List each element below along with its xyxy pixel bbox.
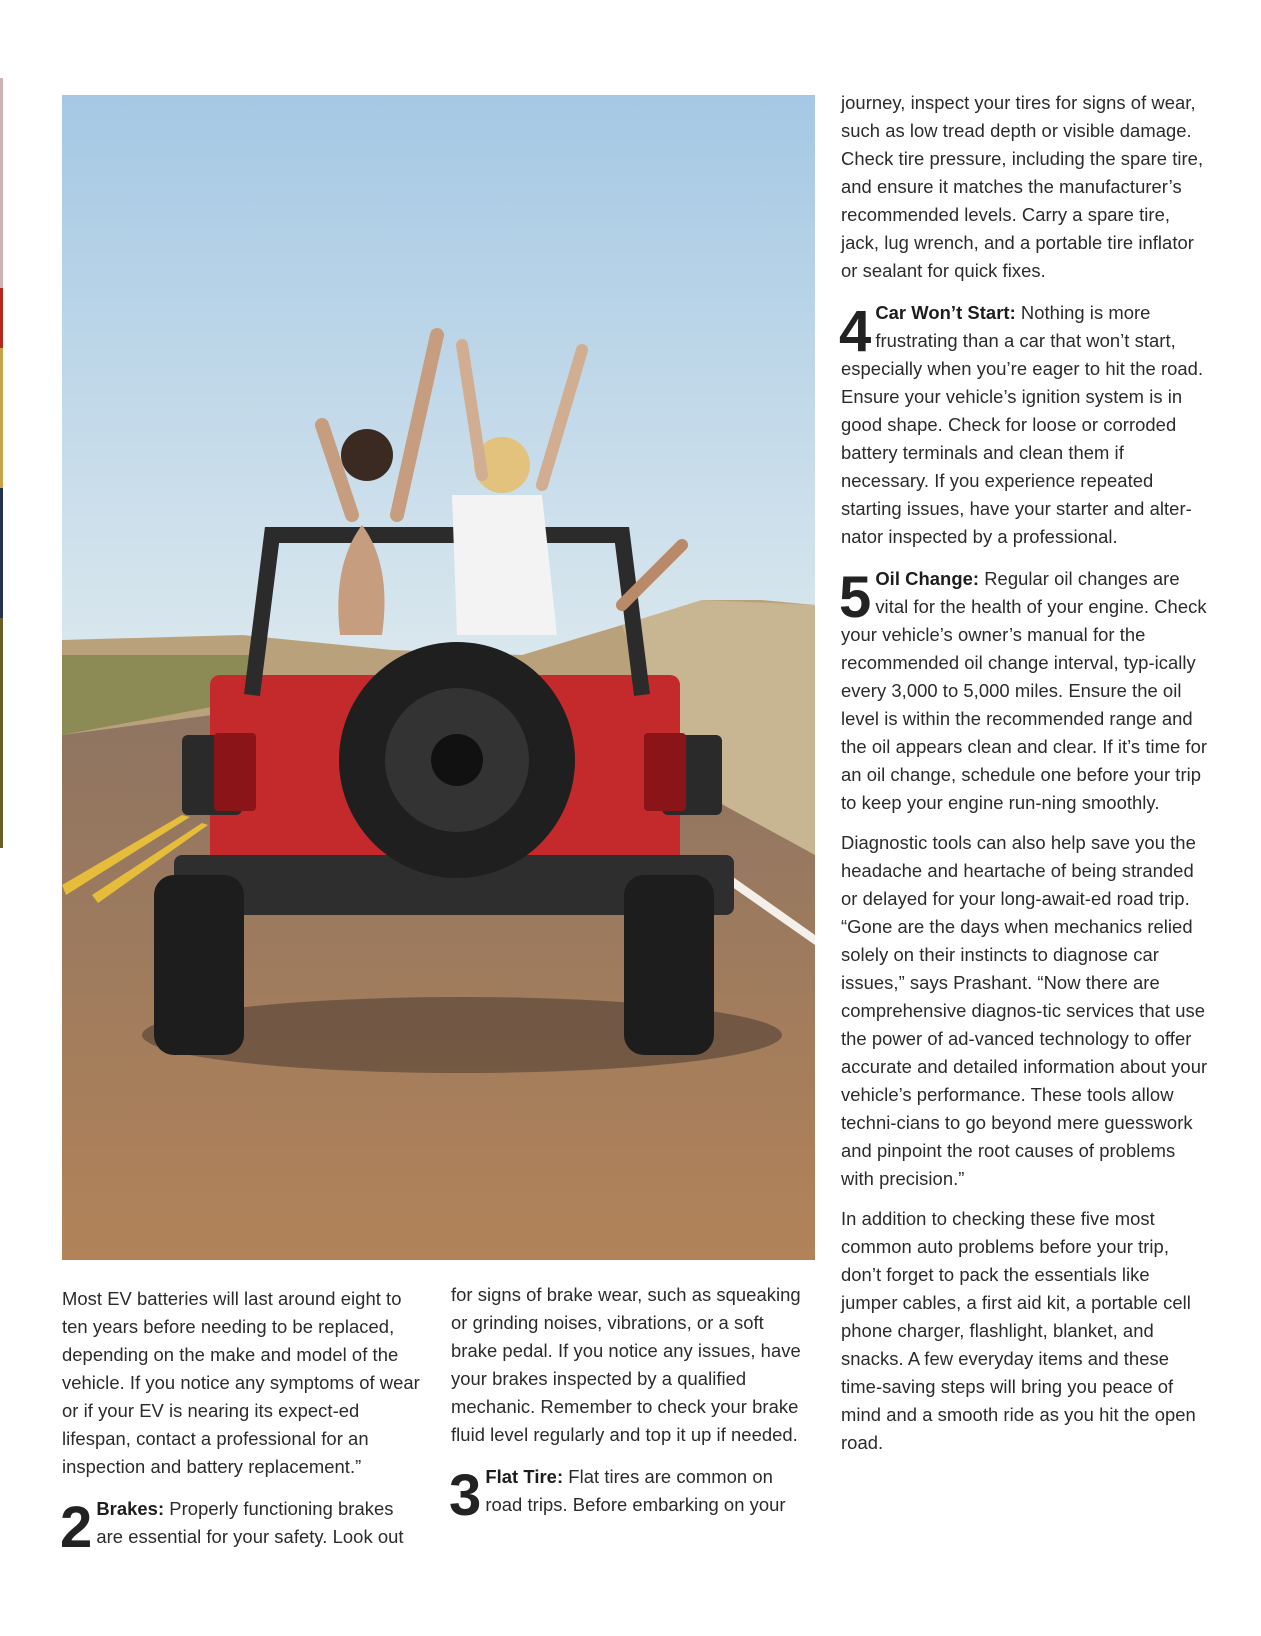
column-middle [449, 1281, 811, 1528]
edge-strip [0, 78, 3, 288]
tip-title: Brakes: [96, 1498, 165, 1519]
diagnostic-paragraph: Diagnostic tools can also help save you the headache and heartache of being stranded or delayed for your long-await-ed road trip. “Gone are the days when mechanics relied solely on their instincts to diagnose car issues,” says Prashant. “Now there are comprehensive diagnos-tic services that use the power of ad-vanced technology to offer accurate and detailed information about your vehicle’s performance. These tools allow techni-cians to go beyond mere guesswork and pinpoint the root causes of problems with precision.” [841, 832, 1208, 1189]
tip-number: 2 [60, 1495, 93, 1560]
edge-strip [0, 488, 3, 618]
tip-number: 4 [839, 299, 872, 364]
flat-tire-continued: journey, inspect your tires for signs of wear, such as low tread depth or visible damage. Check tire pressure, including the spare tire, and ensure it matches the manufacturer’s recommended levels. Carry a spare tire, jack, lug wrench, and a portable tire inflator or sealant for quick fixes. [841, 92, 1204, 281]
article-photo [62, 95, 815, 1260]
tip-brakes [60, 1495, 422, 1560]
column-right [841, 89, 1211, 1457]
tip-car-wont-start [841, 299, 1211, 551]
tip-title: Oil Change: [875, 568, 980, 589]
edge-strip [0, 348, 3, 488]
edge-strip [0, 618, 3, 848]
tip-title: Car Won’t Start: [875, 302, 1016, 323]
column-left [60, 1285, 422, 1560]
tip-text: Nothing is more frustrating than a car that won’t start, especially when you’re eager to hit the road. Ensure your vehicle’s ignition system is in good shape. Check for loose or corroded battery terminals and clean them if necessary. If you experience repeated starting issues, have your starter and alter-nator inspected by a professional. [841, 302, 1204, 547]
tip-number: 5 [839, 565, 872, 630]
tip-flat-tire [449, 1463, 811, 1528]
tip-number: 3 [449, 1463, 482, 1528]
closing-paragraph: In addition to checking these five most common auto problems before your trip, don’t forget to pack the essentials like jumper cables, a first aid kit, a portable cell phone charger, flashlight, blanket, and snacks. A few everyday items and these time-saving steps will bring you peace of mind and a smooth ride as you hit the open road. [841, 1208, 1196, 1453]
battery-paragraph: Most EV batteries will last around eight to ten years before needing to be replaced, depending on the make and model of the vehicle. If you notice any symptoms of wear or if your EV is nearing its expect-ed lifespan, contact a professional for an inspection and battery replacement.” [62, 1288, 420, 1477]
tip-text: Regular oil changes are vital for the health of your engine. Check your vehicle’s owner’s manual for the recommended oil change interval, typ-ically every 3,000 to 5,000 miles. Ensure the oil level is within the recommended range and the oil appears clean and clear. If it’s time for an oil change, schedule one before your trip to keep your engine run-ning smoothly. [841, 568, 1208, 813]
brakes-continued: for signs of brake wear, such as squeaking or grinding noises, vibrations, or a soft brake pedal. If you notice any issues, have your brakes inspected by a qualified mechanic. Remember to check your brake fluid level regularly and top it up if needed. [451, 1284, 801, 1445]
tip-text: Properly functioning brakes are essential for your safety. Look out [96, 1498, 404, 1547]
tip-text: Flat tires are common on road trips. Before embarking on your [485, 1466, 786, 1515]
tip-title: Flat Tire: [485, 1466, 564, 1487]
edge-strip [0, 288, 3, 348]
tip-oil-change [841, 565, 1211, 817]
jeep-road-illustration [62, 95, 815, 1260]
